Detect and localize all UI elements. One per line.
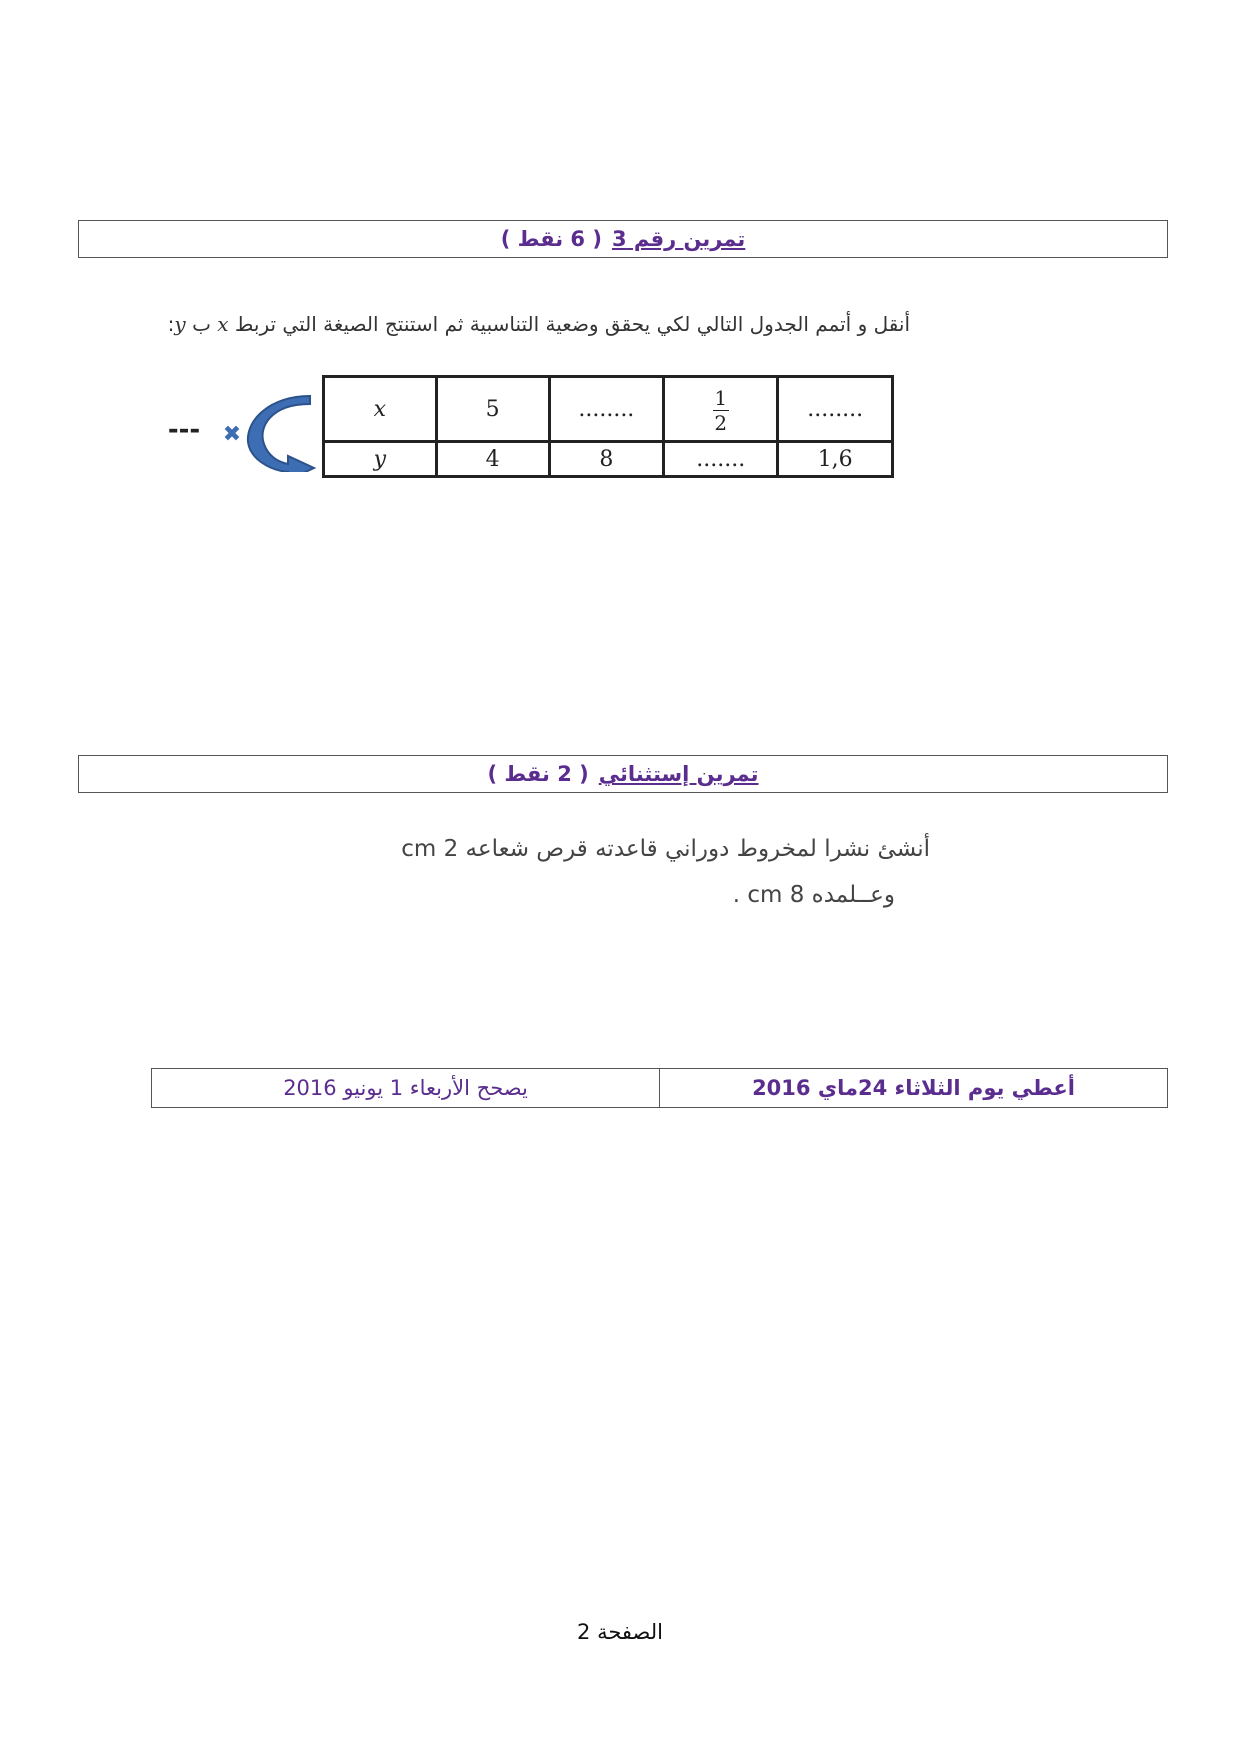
fraction-one-half: $\frac{1}{2}$ <box>714 385 728 435</box>
instruction-var-y: y <box>174 312 186 336</box>
cell-x-4: ........ <box>778 377 893 442</box>
bonus-exercise-points: ( 2 نقط ) <box>487 762 589 786</box>
cell-y-2: 8 <box>549 442 664 477</box>
date-corrected: يصحح الأربعاء 1 يونيو 2016 <box>152 1069 660 1108</box>
date-given: أعطي يوم الثلاثاء 24ماي 2016 <box>660 1069 1168 1108</box>
cell-label-y: y <box>324 442 437 477</box>
cell-x-2: ........ <box>549 377 664 442</box>
bonus-exercise-title: تمرين إستثنائي <box>598 762 759 786</box>
exercise3-title: تمرين رقم 3 <box>611 227 746 251</box>
exercise3-title-box <box>78 220 1168 258</box>
arrow-label: --- <box>167 415 201 445</box>
proportionality-table <box>322 375 894 478</box>
instruction-var-x: x <box>217 312 229 336</box>
table-row-x <box>324 377 893 442</box>
cell-x-1: 5 <box>436 377 549 442</box>
bonus-exercise-line1: أنشئ نشرا لمخروط دوراني قاعدته قرص شعاعه 2 cm <box>401 836 930 862</box>
dates-table <box>151 1068 1168 1108</box>
cell-y-4: 1,6 <box>778 442 893 477</box>
cell-y-1: 4 <box>436 442 549 477</box>
exercise3-instruction: أنقل و أتمم الجدول التالي لكي يحقق وضعية التناسبية ثم استنتج الصيغة التي تربط x ب y: <box>167 312 910 336</box>
cell-y-3: ....... <box>664 442 778 477</box>
multiply-symbol: ✖ <box>222 422 242 447</box>
cell-label-x: x <box>324 377 437 442</box>
table-row-y <box>324 442 893 477</box>
bonus-exercise-line2: وعــلمده 8 cm . <box>732 882 895 908</box>
multiply-arrow-icon <box>160 392 320 472</box>
page-number: الصفحة 2 <box>577 1620 663 1644</box>
bonus-exercise-title-box <box>78 755 1168 793</box>
cell-x-3 <box>664 377 778 442</box>
exercise3-points: ( 6 نقط ) <box>500 227 602 251</box>
